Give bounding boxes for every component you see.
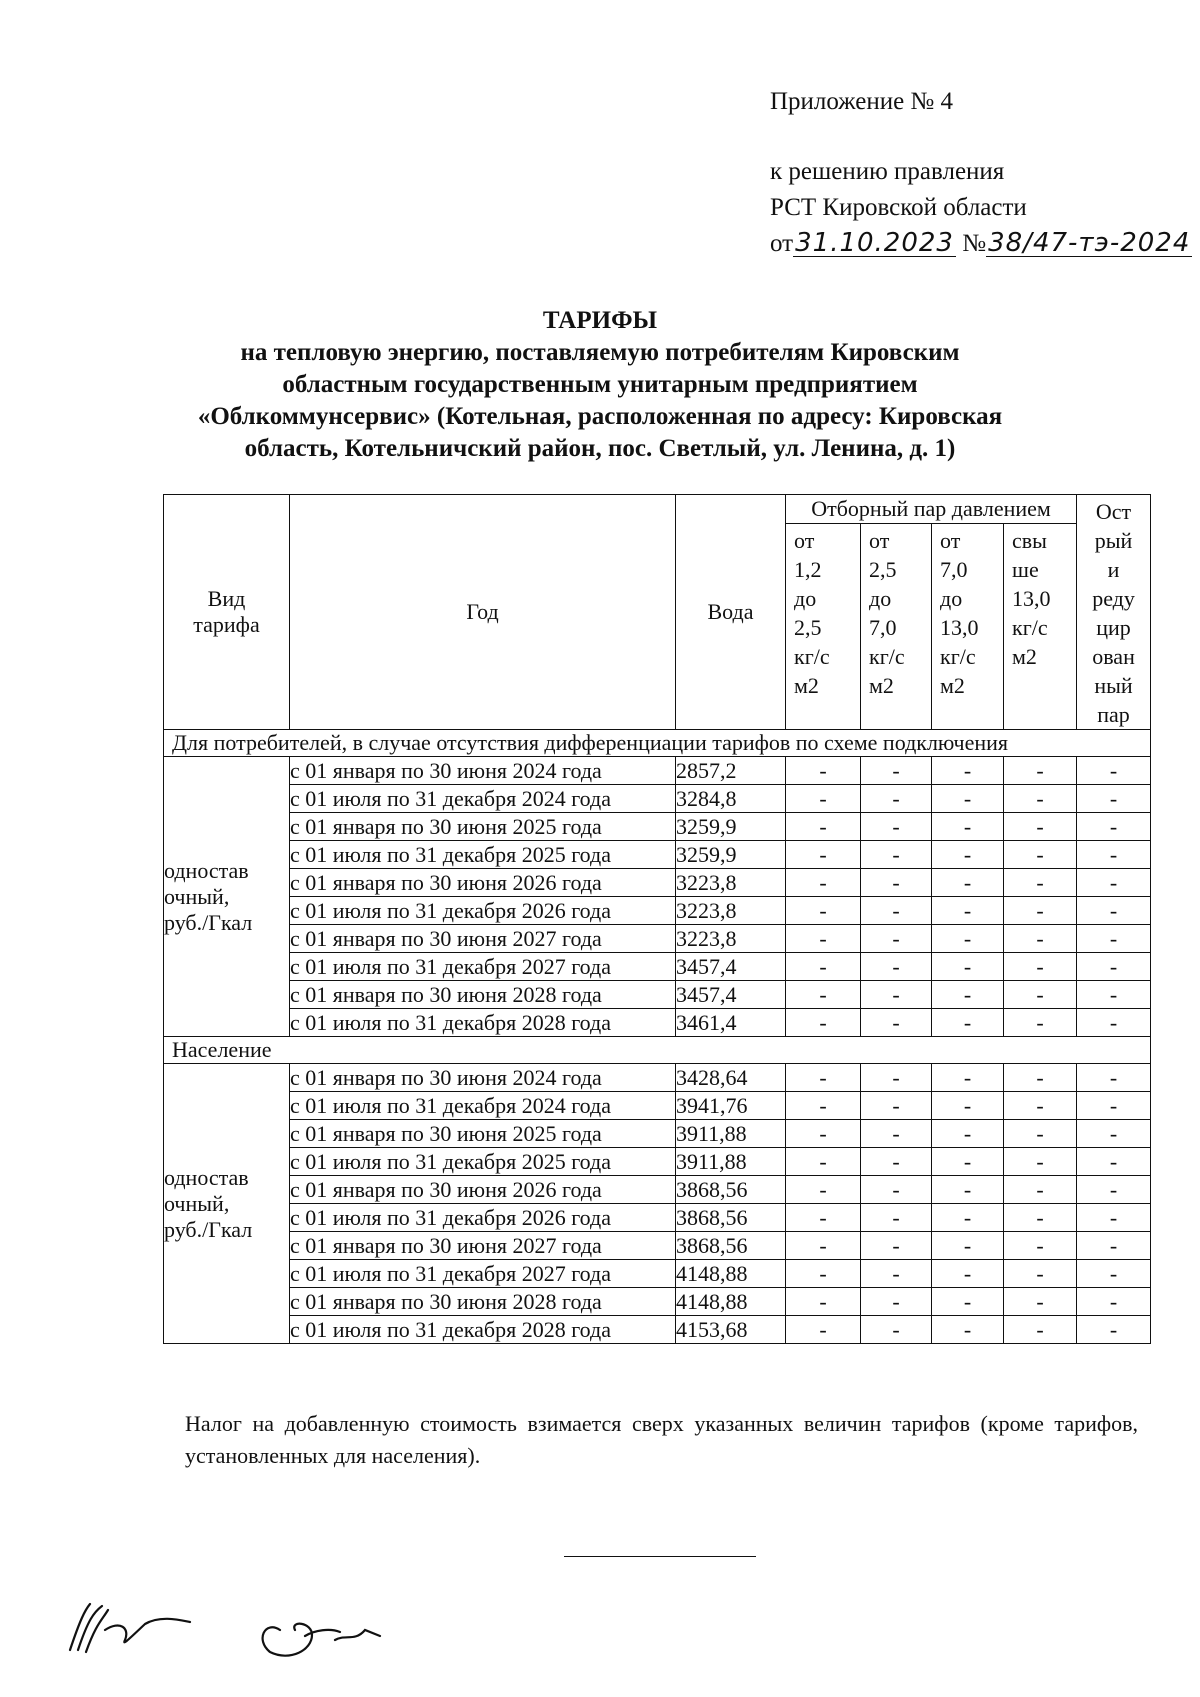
- steam-value-cell-p4: -: [1004, 1148, 1077, 1176]
- table-row: [164, 1092, 1151, 1120]
- table-row: [164, 953, 1151, 981]
- steam-value-cell-p2: -: [861, 897, 932, 925]
- header-pressure-p4-line: ше: [1012, 557, 1039, 582]
- steam-value-cell-p3: -: [932, 1064, 1004, 1092]
- steam-value-cell-p4: -: [1004, 1260, 1077, 1288]
- header-tariff-kind: [164, 495, 290, 730]
- steam-value-cell-p3: -: [932, 1316, 1004, 1344]
- tariff-kind-cell: [164, 1064, 290, 1344]
- steam-value-cell-p2: -: [861, 1260, 932, 1288]
- appendix-line-2: РСТ Кировской области: [770, 194, 1027, 221]
- steam-value-cell-p1: -: [786, 1204, 861, 1232]
- period-cell: с 01 января по 30 июня 2026 года: [290, 1176, 676, 1204]
- steam-value-cell-p4: -: [1004, 1064, 1077, 1092]
- appendix-block: [770, 84, 1192, 262]
- tariff-kind-line: одностав: [164, 857, 249, 883]
- steam-value-cell-p2: -: [861, 1232, 932, 1260]
- header-pressure-p3-line: до: [940, 586, 963, 611]
- header-pressure-p2: [861, 524, 932, 730]
- document-title: [150, 305, 1050, 465]
- steam-value-cell-p4: -: [1004, 785, 1077, 813]
- steam-value-cell-p2: -: [861, 1176, 932, 1204]
- signature-2: [263, 1624, 380, 1656]
- title-line-1: на тепловую энергию, поставляемую потребителям Кировским: [240, 339, 960, 366]
- steam-value-cell-ost: -: [1077, 869, 1151, 897]
- tariff-table: [163, 494, 1151, 1344]
- steam-value-cell-p1: -: [786, 1288, 861, 1316]
- header-pressure-p4: [1004, 524, 1077, 730]
- steam-value-cell-ost: -: [1077, 813, 1151, 841]
- steam-value-cell-p2: -: [861, 1064, 932, 1092]
- header-pressure-p3-line: от: [940, 528, 961, 553]
- steam-value-cell-p4: -: [1004, 757, 1077, 785]
- title-heading: ТАРИФЫ: [542, 307, 658, 334]
- steam-value-cell-p4: -: [1004, 925, 1077, 953]
- steam-value-cell-p3: -: [932, 1120, 1004, 1148]
- header-pressure-p3-line: 7,0: [940, 557, 968, 582]
- water-value-cell: 4148,88: [676, 1260, 786, 1288]
- period-cell: с 01 января по 30 июня 2025 года: [290, 1120, 676, 1148]
- steam-value-cell-p2: -: [861, 813, 932, 841]
- water-value-cell: 3868,56: [676, 1204, 786, 1232]
- water-value-cell: 3284,8: [676, 785, 786, 813]
- header-pressure-p3-line: кг/с: [940, 644, 976, 669]
- period-cell: с 01 июля по 31 декабря 2025 года: [290, 1148, 676, 1176]
- steam-value-cell-ost: -: [1077, 981, 1151, 1009]
- header-pressure-p2-line: от: [869, 528, 890, 553]
- steam-value-cell-p1: -: [786, 1260, 861, 1288]
- header-sharp-reduced-steam-line: ный: [1094, 673, 1133, 698]
- steam-value-cell-p1: -: [786, 1316, 861, 1344]
- water-value-cell: 3259,9: [676, 813, 786, 841]
- header-sharp-reduced-steam-line: цир: [1096, 615, 1131, 640]
- steam-value-cell-ost: -: [1077, 1316, 1151, 1344]
- tariff-kind-line: очный,: [164, 1190, 230, 1216]
- steam-value-cell-p4: -: [1004, 813, 1077, 841]
- steam-value-cell-p4: -: [1004, 841, 1077, 869]
- table-row: [164, 1204, 1151, 1232]
- tariff-kind-cell: [164, 757, 290, 1037]
- steam-value-cell-p4: -: [1004, 1316, 1077, 1344]
- steam-value-cell-ost: -: [1077, 1120, 1151, 1148]
- water-value-cell: 4148,88: [676, 1288, 786, 1316]
- table-row: [164, 981, 1151, 1009]
- steam-value-cell-p4: -: [1004, 1232, 1077, 1260]
- steam-value-cell-p2: -: [861, 841, 932, 869]
- steam-value-cell-p3: -: [932, 785, 1004, 813]
- steam-value-cell-p3: -: [932, 1260, 1004, 1288]
- steam-value-cell-p2: -: [861, 953, 932, 981]
- period-cell: с 01 июля по 31 декабря 2026 года: [290, 897, 676, 925]
- water-value-cell: 3941,76: [676, 1092, 786, 1120]
- steam-value-cell-p3: -: [932, 1009, 1004, 1037]
- table-row: [164, 757, 1151, 785]
- header-row-1: [164, 495, 1151, 524]
- header-sharp-reduced-steam-line: ован: [1092, 644, 1135, 669]
- steam-value-cell-p4: -: [1004, 981, 1077, 1009]
- steam-value-cell-p2: -: [861, 1148, 932, 1176]
- water-value-cell: 3457,4: [676, 981, 786, 1009]
- period-cell: с 01 июля по 31 декабря 2024 года: [290, 785, 676, 813]
- handwritten-number: 38/47-тэ-2024: [988, 228, 1191, 258]
- header-sharp-reduced-steam: [1077, 495, 1151, 730]
- steam-value-cell-ost: -: [1077, 1009, 1151, 1037]
- period-cell: с 01 января по 30 июня 2028 года: [290, 981, 676, 1009]
- steam-value-cell-ost: -: [1077, 785, 1151, 813]
- period-cell: с 01 января по 30 июня 2025 года: [290, 813, 676, 841]
- steam-value-cell-p1: -: [786, 1148, 861, 1176]
- steam-value-cell-p3: -: [932, 1092, 1004, 1120]
- steam-value-cell-p1: -: [786, 1120, 861, 1148]
- period-cell: с 01 января по 30 июня 2028 года: [290, 1288, 676, 1316]
- table-row: [164, 1260, 1151, 1288]
- steam-value-cell-ost: -: [1077, 1092, 1151, 1120]
- header-pressure-p1-line: до: [794, 586, 817, 611]
- steam-value-cell-ost: -: [1077, 1148, 1151, 1176]
- steam-value-cell-ost: -: [1077, 1204, 1151, 1232]
- steam-value-cell-p2: -: [861, 785, 932, 813]
- steam-value-cell-p1: -: [786, 841, 861, 869]
- steam-value-cell-p3: -: [932, 1232, 1004, 1260]
- tariff-kind-line: руб./Гкал: [164, 909, 253, 935]
- steam-value-cell-p3: -: [932, 981, 1004, 1009]
- period-cell: с 01 января по 30 июня 2027 года: [290, 1232, 676, 1260]
- header-pressure-p2-line: до: [869, 586, 892, 611]
- steam-value-cell-p4: -: [1004, 1176, 1077, 1204]
- steam-value-cell-p2: -: [861, 869, 932, 897]
- steam-value-cell-p1: -: [786, 953, 861, 981]
- steam-value-cell-p2: -: [861, 1092, 932, 1120]
- steam-value-cell-p4: -: [1004, 953, 1077, 981]
- water-value-cell: 3868,56: [676, 1176, 786, 1204]
- water-value-cell: 3868,56: [676, 1232, 786, 1260]
- period-cell: с 01 июля по 31 декабря 2024 года: [290, 1092, 676, 1120]
- header-tariff-kind-line: тарифа: [193, 612, 260, 637]
- table-row: [164, 813, 1151, 841]
- tariff-kind-line: одностав: [164, 1164, 249, 1190]
- handwritten-date: 31.10.2023: [795, 228, 954, 258]
- appendix-title: Приложение № 4: [770, 88, 954, 115]
- header-year: Год: [290, 495, 676, 730]
- steam-value-cell-ost: -: [1077, 1288, 1151, 1316]
- steam-value-cell-ost: -: [1077, 1064, 1151, 1092]
- header-sharp-reduced-steam-line: пар: [1097, 702, 1130, 727]
- section-row: [164, 730, 1151, 757]
- steam-value-cell-p2: -: [861, 925, 932, 953]
- water-value-cell: 4153,68: [676, 1316, 786, 1344]
- steam-value-cell-p2: -: [861, 981, 932, 1009]
- water-value-cell: 2857,2: [676, 757, 786, 785]
- water-value-cell: 3223,8: [676, 869, 786, 897]
- header-pressure-p4-line: кг/с: [1012, 615, 1048, 640]
- header-pressure-p4-line: 13,0: [1012, 586, 1051, 611]
- steam-value-cell-p1: -: [786, 757, 861, 785]
- steam-value-cell-ost: -: [1077, 841, 1151, 869]
- header-pressure-p4-line: м2: [1012, 644, 1037, 669]
- steam-value-cell-p3: -: [932, 925, 1004, 953]
- header-water: Вода: [676, 495, 786, 730]
- water-value-cell: 3911,88: [676, 1120, 786, 1148]
- header-pressure-p1-line: 1,2: [794, 557, 822, 582]
- steam-value-cell-ost: -: [1077, 897, 1151, 925]
- steam-value-cell-p4: -: [1004, 1204, 1077, 1232]
- steam-value-cell-ost: -: [1077, 925, 1151, 953]
- header-pressure-p2-line: 2,5: [869, 557, 897, 582]
- steam-value-cell-ost: -: [1077, 953, 1151, 981]
- header-pressure-p1-line: 2,5: [794, 615, 822, 640]
- period-cell: с 01 января по 30 июня 2024 года: [290, 1064, 676, 1092]
- header-tariff-kind-line: Вид: [207, 586, 246, 611]
- table-row: [164, 841, 1151, 869]
- steam-value-cell-p3: -: [932, 813, 1004, 841]
- table-row: [164, 1064, 1151, 1092]
- steam-value-cell-p3: -: [932, 1176, 1004, 1204]
- header-pressure-p1-line: м2: [794, 673, 819, 698]
- steam-value-cell-p2: -: [861, 1120, 932, 1148]
- steam-value-cell-p1: -: [786, 897, 861, 925]
- section-title: Для потребителей, в случае отсутствия дифференциации тарифов по схеме подключения: [164, 730, 1151, 757]
- table-row: [164, 1288, 1151, 1316]
- number-prefix: №: [962, 230, 987, 257]
- appendix-date-line: [770, 226, 1192, 262]
- steam-value-cell-p1: -: [786, 813, 861, 841]
- section-title: Население: [164, 1037, 1151, 1064]
- steam-value-cell-p1: -: [786, 1064, 861, 1092]
- steam-value-cell-p3: -: [932, 953, 1004, 981]
- water-value-cell: 3911,88: [676, 1148, 786, 1176]
- steam-value-cell-p4: -: [1004, 897, 1077, 925]
- tariff-kind-line: руб./Гкал: [164, 1216, 253, 1242]
- steam-value-cell-p1: -: [786, 981, 861, 1009]
- steam-value-cell-p4: -: [1004, 1120, 1077, 1148]
- header-pressure-p2-line: м2: [869, 673, 894, 698]
- period-cell: с 01 июля по 31 декабря 2026 года: [290, 1204, 676, 1232]
- table-row: [164, 1232, 1151, 1260]
- steam-value-cell-p4: -: [1004, 1009, 1077, 1037]
- separator-line: [564, 1556, 756, 1557]
- period-cell: с 01 июля по 31 декабря 2028 года: [290, 1316, 676, 1344]
- table-row: [164, 925, 1151, 953]
- steam-value-cell-p3: -: [932, 841, 1004, 869]
- table-row: [164, 1176, 1151, 1204]
- steam-value-cell-p1: -: [786, 1176, 861, 1204]
- steam-value-cell-ost: -: [1077, 1176, 1151, 1204]
- steam-value-cell-ost: -: [1077, 1260, 1151, 1288]
- steam-value-cell-ost: -: [1077, 1232, 1151, 1260]
- steam-value-cell-p1: -: [786, 925, 861, 953]
- period-cell: с 01 января по 30 июня 2024 года: [290, 757, 676, 785]
- water-value-cell: 3223,8: [676, 925, 786, 953]
- header-sharp-reduced-steam-line: рый: [1094, 528, 1133, 553]
- header-pressure-p3-line: м2: [940, 673, 965, 698]
- steam-value-cell-p2: -: [861, 1288, 932, 1316]
- water-value-cell: 3461,4: [676, 1009, 786, 1037]
- table-row: [164, 1120, 1151, 1148]
- header-pressure-p4-line: свы: [1012, 528, 1047, 553]
- vat-note: Налог на добавленную стоимость взимается сверх указанных величин тарифов (кроме тарифов, установленных для населения).: [185, 1411, 1138, 1468]
- steam-value-cell-p1: -: [786, 1009, 861, 1037]
- tariff-kind-line: очный,: [164, 883, 230, 909]
- steam-value-cell-p2: -: [861, 1204, 932, 1232]
- steam-value-cell-p3: -: [932, 1204, 1004, 1232]
- table-row: [164, 1316, 1151, 1344]
- steam-value-cell-p3: -: [932, 757, 1004, 785]
- steam-value-cell-p1: -: [786, 785, 861, 813]
- steam-value-cell-p3: -: [932, 1288, 1004, 1316]
- header-pressure-p3: [932, 524, 1004, 730]
- title-line-3: «Облкоммунсервис» (Котельная, расположенная по адресу: Кировская: [197, 403, 1003, 430]
- date-prefix: от: [770, 230, 794, 257]
- steam-value-cell-p2: -: [861, 757, 932, 785]
- steam-value-cell-p1: -: [786, 1092, 861, 1120]
- header-pressure-p1: [786, 524, 861, 730]
- header-pressure-p3-line: 13,0: [940, 615, 979, 640]
- steam-value-cell-ost: -: [1077, 757, 1151, 785]
- water-value-cell: 3457,4: [676, 953, 786, 981]
- period-cell: с 01 июля по 31 декабря 2025 года: [290, 841, 676, 869]
- steam-value-cell-p3: -: [932, 897, 1004, 925]
- water-value-cell: 3223,8: [676, 897, 786, 925]
- header-sharp-reduced-steam-line: Ост: [1095, 499, 1132, 524]
- steam-value-cell-p4: -: [1004, 1288, 1077, 1316]
- section-row: [164, 1037, 1151, 1064]
- steam-value-cell-p3: -: [932, 869, 1004, 897]
- period-cell: с 01 июля по 31 декабря 2027 года: [290, 953, 676, 981]
- header-sharp-reduced-steam-line: и: [1107, 557, 1120, 582]
- steam-value-cell-p2: -: [861, 1316, 932, 1344]
- header-pressure-p1-line: кг/с: [794, 644, 830, 669]
- period-cell: с 01 января по 30 июня 2026 года: [290, 869, 676, 897]
- table-row: [164, 1009, 1151, 1037]
- steam-value-cell-p4: -: [1004, 1092, 1077, 1120]
- header-pressure-p2-line: 7,0: [869, 615, 897, 640]
- header-sharp-reduced-steam-line: реду: [1092, 586, 1135, 611]
- period-cell: с 01 июля по 31 декабря 2028 года: [290, 1009, 676, 1037]
- header-pressure-p2-line: кг/с: [869, 644, 905, 669]
- steam-value-cell-p1: -: [786, 869, 861, 897]
- table-row: [164, 897, 1151, 925]
- steam-value-cell-p2: -: [861, 1009, 932, 1037]
- header-pressure-p1-line: от: [794, 528, 815, 553]
- water-value-cell: 3428,64: [676, 1064, 786, 1092]
- signature-1: [70, 1604, 190, 1652]
- water-value-cell: 3259,9: [676, 841, 786, 869]
- steam-value-cell-p3: -: [932, 1148, 1004, 1176]
- signatures: [50, 1590, 430, 1670]
- period-cell: с 01 января по 30 июня 2027 года: [290, 925, 676, 953]
- steam-value-cell-p4: -: [1004, 869, 1077, 897]
- table-row: [164, 869, 1151, 897]
- period-cell: с 01 июля по 31 декабря 2027 года: [290, 1260, 676, 1288]
- title-line-2: областным государственным унитарным предприятием: [282, 371, 918, 398]
- table-row: [164, 1148, 1151, 1176]
- steam-value-cell-p1: -: [786, 1232, 861, 1260]
- header-steam-group: Отборный пар давлением: [786, 495, 1077, 524]
- table-row: [164, 785, 1151, 813]
- appendix-line-1: к решению правления: [770, 158, 1005, 185]
- title-line-4: область, Котельничский район, пос. Светлый, ул. Ленина, д. 1): [244, 435, 956, 462]
